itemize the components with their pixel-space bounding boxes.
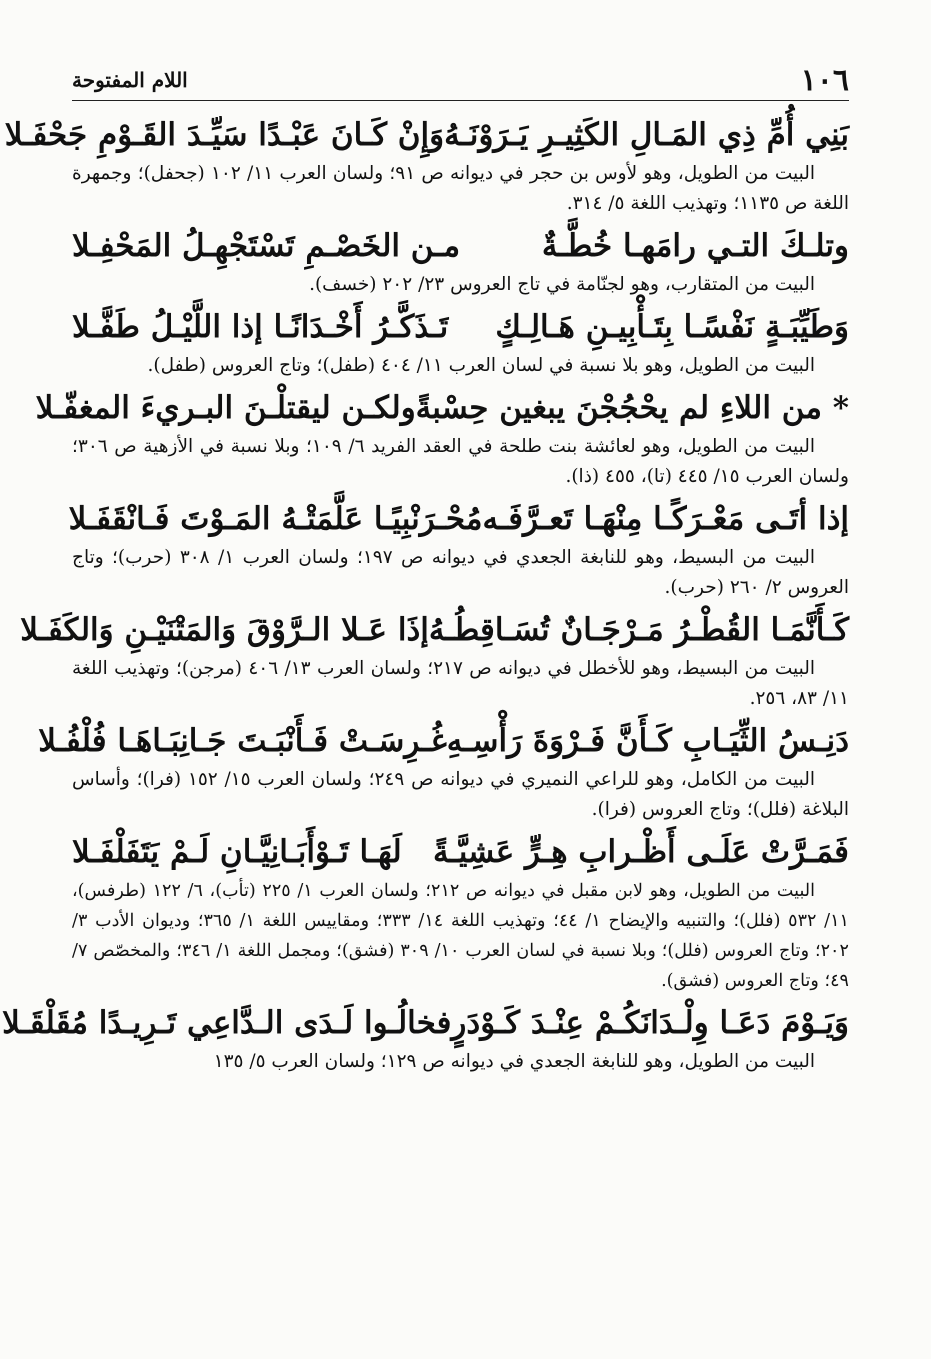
second-hemistich: مـن الخَصْـمِ تَسْتَجْهِـلُ المَحْفِـلا [72,228,461,264]
first-hemistich: دَنِـسُ الثِّيَـابِ كَـأَنَّ فَـرْوَةَ رَأْسِـهِ [446,723,849,759]
second-hemistich: تَـذَكَّـرُ أَخْـدَانًـا إذا اللَّيْـلُ طَفَّـلا [72,309,449,345]
first-hemistich: وَيَـوْمَ دَعَـا وِلْـدَانَكُـمْ عِنْـدَ كَـوْدَرٍ [451,1005,849,1041]
second-hemistich: وَإِنْ كَـانَ عَبْـدًا سَيِّـدَ القَـوْمِ جَحْفَـلا [4,117,445,153]
verse-line [68,495,849,543]
first-hemistich: وتلـكَ التـي رامَهـا خُطَّـةٌ [541,228,849,264]
verse-line [72,828,849,876]
verse-entry [2,999,849,1077]
verse-line [4,111,849,159]
second-hemistich: فخالُـوا لَـدَى الـدَّاعِي تَـرِيـدًا مُقَلْقَـلا [2,1005,452,1041]
verse-line [35,384,849,432]
verse-line [2,999,849,1047]
first-hemistich: وَطَيِّبَـةٍ نَفْسًـا بِتَـأْبِيـنِ هَـالِـكٍ [495,309,849,345]
second-hemistich: غُـرِسَـتْ فَـأَنْبَـتَ جَـانِبَـاهَـا فُلْفُـلا [38,723,447,759]
first-hemistich: بَنِي أُمِّ ذِي المَـالِ الكَثِيـرِ يَـرَوْنَـهُ [444,117,849,153]
verse-line [20,606,849,654]
footnote-text: البيت من الطويل، وهو لعائشة بنت طلحة في العقد الفريد ٦/ ١٠٩؛ وبلا نسبة في الأزهية ص ٣٠٦؛ ولسان العرب ١٥/ ٤٤٥ (تا)، ٤٥٥ (ذا). [72,436,849,487]
verse-line [72,303,849,351]
footnote-text: البيت من الطويل، وهو بلا نسبة في لسان العرب ١١/ ٤٠٤ (طفل)؛ وتاج العروس (طفل). [147,355,815,376]
verse-entry [72,828,849,996]
verse-entry [20,606,849,714]
running-title: اللام المفتوحة [72,68,188,92]
verse-line [38,717,849,765]
first-hemistich: * من اللاءِ لم يحْجُجْنَ يبغين حِسْبةً [415,390,849,426]
footnote-text: البيت من البسيط، وهو للنابغة الجعدي في ديوانه ص ١٩٧؛ ولسان العرب ١/ ٣٠٨ (حرب)؛ وتاج العروس ٢/ ٢٦٠ (حرب). [72,547,849,598]
first-hemistich: كَـأَنَّمَـا القُطْـرُ مَـرْجَـانٌ تُسَـاقِطُـهُ [428,612,849,648]
verse-line [72,222,849,270]
second-hemistich: إذَا عَـلا الـرَّوْقَ وَالمَتْنَيْـنِ وَالكَفَـلا [20,612,429,648]
footnote-text: البيت من البسيط، وهو للأخطل في ديوانه ص ٢١٧؛ ولسان العرب ١٣/ ٤٠٦ (مرجن)؛ وتهذيب اللغة ١١/ ٨٣، ٢٥٦. [72,658,849,709]
first-hemistich: إذا أتَـى مَعْـرَكًـا مِنْهَـا تَعـرَّفَـه [482,501,849,537]
verse-entry [4,111,849,219]
second-hemistich: لَهَـا تَـوْأَبَـانِيَّـانِ لَـمْ يَتَفَلْفَـلا [72,834,402,870]
page-number: ١٠٦ [800,62,849,98]
second-hemistich: ولكـن ليقتلْـنَ البـريءَ المغفّـلا [35,390,416,426]
verse-entry [68,495,849,603]
footnote-text: البيت من المتقارب، وهو لجنّامة في تاج العروس ٢٣/ ٢٠٢ (خسف). [309,274,815,295]
verse-entry [38,717,849,825]
footnote-text: البيت من الطويل، وهو لأوس بن حجر في ديوانه ص ٩١؛ ولسان العرب ١١/ ١٠٢ (جحفل)؛ وجمهرة اللغة ص ١١٣٥؛ وتهذيب اللغة ٥/ ٣١٤. [72,163,849,214]
page-header [72,60,849,101]
first-hemistich: فَمَـرَّتْ عَلَـى أَظْـرابِ هِـرٍّ عَشِيَّـةً [433,834,849,870]
verse-entry [72,303,849,381]
second-hemistich: مُحْـرَنْبِيًـا عَلَّمَتْـهُ المَـوْتَ فَـانْقَفَـلا [68,501,483,537]
verse-entry [35,384,849,492]
footnote-text: البيت من الطويل، وهو لابن مقبل في ديوانه ص ٢١٢؛ ولسان العرب ١/ ٢٢٥ (تأب)، ٦/ ١٢٢ (طرفس)، ١١/ ٥٣٢ (فلل)؛ والتنبيه والإيضاح ١/ ٤٤؛ وتهذيب اللغة ١٤/ ٣٣٣؛ ومقاييس اللغة ١/ ٣٦٥؛ وديوان الأدب ٣/ ٢٠٢؛ وتاج العروس (فلل)؛ وبلا نسبة في لسان العرب ١٠/ ٣٠٩ (فشق)؛ ومجمل اللغة ١/ ٣٤٦؛ والمخصّص ٧/ ٤٩؛ وتاج العروس (فشق). [72,881,850,991]
footnote-text: البيت من الكامل، وهو للراعي النميري في ديوانه ص ٢٤٩؛ ولسان العرب ١٥/ ١٥٢ (فرا)؛ وأساس البلاغة (فلل)؛ وتاج العروس (فرا). [72,769,849,820]
verse-entry [72,222,849,300]
footnote-text: البيت من الطويل، وهو للنابغة الجعدي في ديوانه ص ١٢٩؛ ولسان العرب ٥/ ١٣٥ [213,1051,815,1072]
